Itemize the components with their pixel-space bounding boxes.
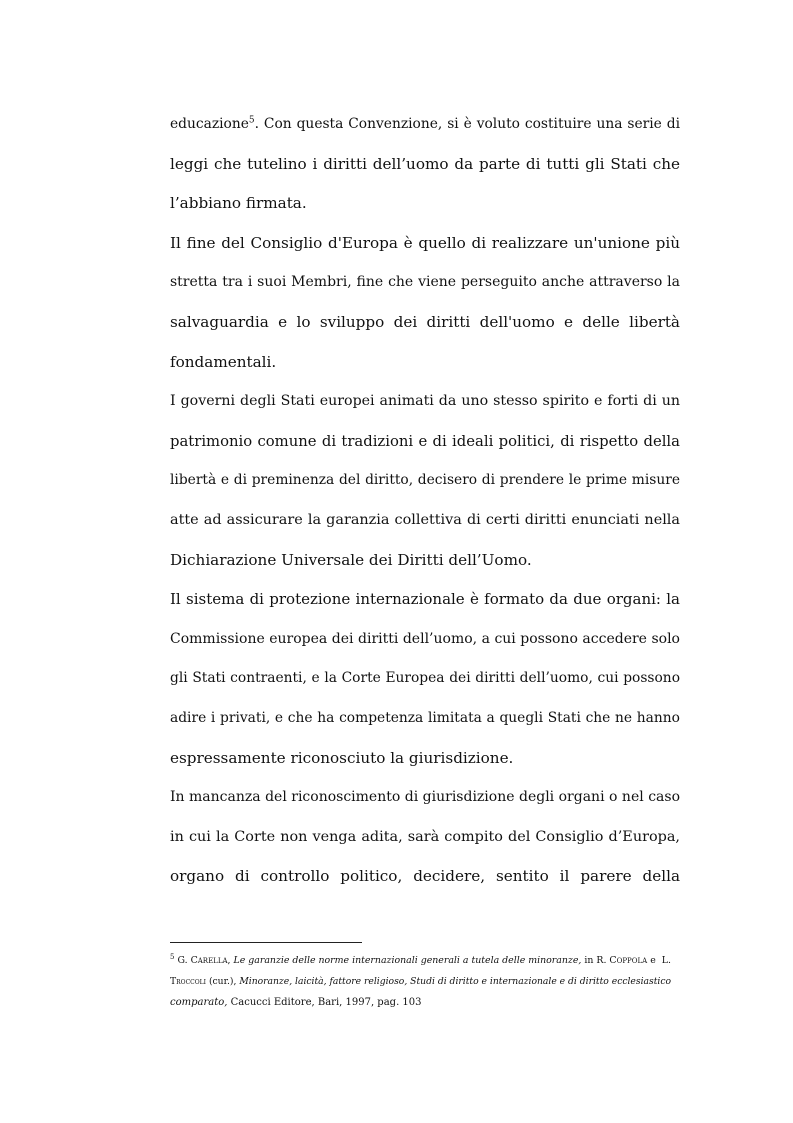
text-line: espressamente riconosciuto la giurisdizione. (170, 748, 514, 767)
footnote-editor: R. Coppola (596, 955, 648, 966)
text-line: I governi degli Stati europei animati da uno stesso spirito e forti di un (170, 393, 680, 410)
text-line: Commissione europea dei diritti dell’uomo, a cui possono accedere solo (170, 630, 680, 647)
text-line: patrimonio comune di tradizioni e di ideali politici, di rispetto della (170, 432, 680, 450)
text-line: l’abbiano firmata. (170, 194, 307, 213)
text-line: Dichiarazione Universale dei Diritti dell’Uomo. (170, 550, 532, 569)
footnote-editor: Troccoli (170, 976, 207, 987)
text-line: Il fine del Consiglio d'Europa è quello di realizzare un'unione più (170, 233, 680, 252)
text-line: leggi che tutelino i diritti dell’uomo da parte di tutti gli Stati che (170, 154, 680, 173)
text-line: adire i privati, e che ha competenza limitata a quegli Stati che ne hanno (170, 709, 680, 726)
text-line: fondamentali. (170, 352, 277, 371)
text-line: in cui la Corte non venga adita, sarà compito del Consiglio d’Europa, (170, 828, 680, 845)
footnote-reference[interactable]: 5 (248, 115, 255, 126)
text-line: organo di controllo politico, decidere, sentito il parere della (170, 867, 680, 886)
footnote-title: comparato, (170, 997, 228, 1008)
text-line: gli Stati contraenti, e la Corte Europea dei diritti dell’uomo, cui possono (170, 670, 680, 687)
footnote-title: Le garanzie delle norme internazionali generali a tutela delle minoranze, (233, 955, 582, 966)
footnote-line (170, 992, 680, 1013)
footnote-title: Minoranze, laicità, fattore religioso, Studi di diritto e internazionale e di diritto ecclesiastico (239, 976, 672, 987)
text-line: In mancanza del riconoscimento di giurisdizione degli organi o nel caso (170, 789, 680, 806)
body-text (170, 105, 680, 897)
footnote-line: Troccoli (cur.), Minoranze, laicità, fattore religioso, Studi di diritto e internazionale e di diritto ecclesiastico (170, 976, 672, 987)
footnote-publisher: Cacucci Editore, Bari, 1997, pag. 103 (230, 997, 422, 1008)
footnote-author: G. Carella, (177, 955, 231, 966)
footnote-separator (170, 942, 362, 943)
text-line: stretta tra i suoi Membri, fine che viene perseguito anche attraverso la (170, 274, 680, 291)
text-line: educazione$^5$. Con questa Convenzione, si è voluto costituire una serie di (170, 115, 680, 132)
footnote-number: 5 (170, 952, 175, 961)
footnote-line: $^5$ G. Carella, Le garanzie delle norme internazionali generali a tutela delle minoranze, in R. Coppola e L. (170, 952, 671, 966)
footnote (170, 950, 680, 1013)
text-line: libertà e di preminenza del diritto, decisero di prendere le prime misure (170, 472, 680, 489)
text-line: atte ad assicurare la garanzia collettiva di certi diritti enunciati nella (170, 511, 680, 528)
text-line: Il sistema di protezione internazionale è formato da due organi: la (170, 590, 680, 609)
text-line: salvaguardia e lo sviluppo dei diritti dell'uomo e delle libertà (170, 312, 680, 331)
